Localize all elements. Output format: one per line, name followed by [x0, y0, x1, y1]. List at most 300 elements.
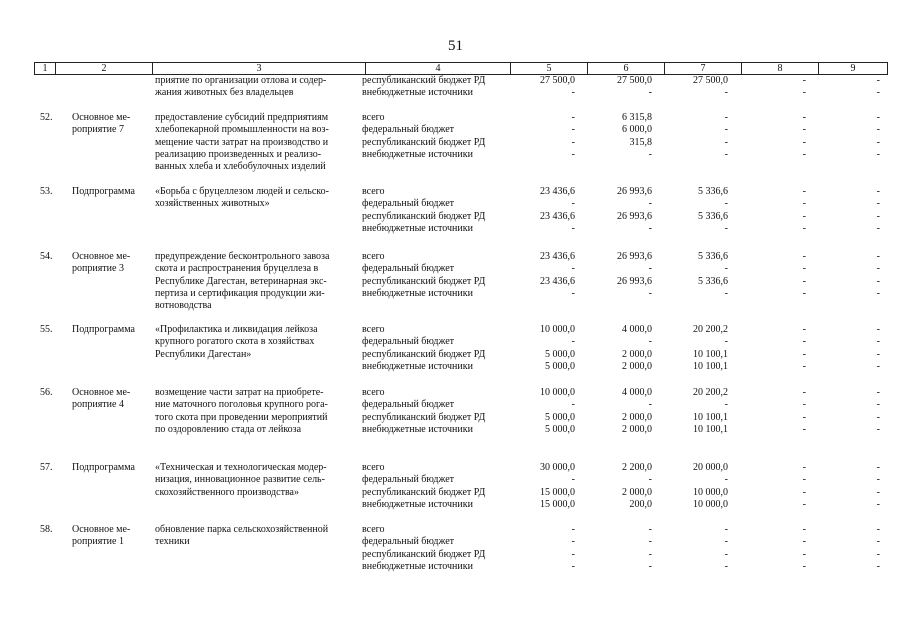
cell-line: всего	[362, 462, 385, 473]
cell-v6	[582, 462, 652, 511]
cell-line: -	[724, 560, 728, 572]
cell-line: Республики Дагестан»	[155, 348, 252, 360]
cell-v5	[505, 462, 575, 511]
cell-line: -	[802, 186, 806, 197]
cell-v9	[820, 387, 880, 436]
cell-line: -	[802, 548, 806, 560]
cell-desc	[155, 524, 355, 549]
cell-line: -	[724, 222, 728, 234]
cell-line: 5 336,6	[698, 275, 728, 287]
cell-line: обновление парка сельскохозяйственной	[155, 524, 329, 535]
cell-line: приятие по организации отлова и содер-	[155, 75, 327, 86]
cell-v7	[656, 524, 728, 573]
cell-line: всего	[362, 186, 385, 197]
cell-line: 315,8	[629, 136, 652, 148]
cell-line: 2 000,0	[622, 486, 652, 498]
cell-v5	[505, 324, 575, 373]
cell-line: роприятие 3	[72, 263, 124, 275]
cell-line: внебюджетные источники	[362, 87, 473, 99]
cell-line: -	[571, 148, 575, 160]
cell-line: -	[724, 399, 728, 411]
cell-v6	[582, 324, 652, 373]
cell-num	[40, 75, 62, 87]
cell-line: -	[802, 336, 806, 348]
cell-v6	[582, 186, 652, 235]
cell-line: федеральный бюджет	[362, 124, 455, 136]
cell-line: 10 000,0	[693, 498, 728, 510]
cell-num	[40, 524, 62, 536]
cell-line: -	[802, 87, 806, 99]
cell-line: -	[648, 474, 652, 486]
cell-line: -	[802, 348, 806, 360]
header-col-3: 3	[153, 63, 366, 74]
cell-line: -	[648, 198, 652, 210]
cell-desc	[155, 251, 355, 312]
cell-v9	[820, 524, 880, 573]
cell-line: -	[724, 536, 728, 548]
cell-line: республиканский бюджет РД	[362, 486, 486, 498]
cell-line: 5 000,0	[545, 348, 575, 360]
cell-line: 6 000,0	[622, 124, 652, 136]
cell-line: -	[648, 336, 652, 348]
cell-line: 4 000,0	[622, 324, 652, 335]
header-col-6: 6	[588, 63, 665, 74]
cell-src	[362, 75, 502, 100]
cell-line: -	[876, 75, 880, 86]
cell-v8	[740, 324, 806, 373]
cell-v9	[820, 112, 880, 161]
cell-v6	[582, 112, 652, 161]
cell-type	[72, 251, 150, 276]
cell-line: крупного рогатого скота в хозяйствах	[155, 336, 315, 348]
cell-line: -	[876, 536, 880, 548]
cell-line: -	[802, 360, 806, 372]
cell-line: 53.	[40, 186, 53, 197]
cell-num	[40, 112, 62, 124]
cell-line: жания животных без владельцев	[155, 87, 294, 99]
cell-line: -	[802, 387, 806, 398]
cell-line: -	[802, 124, 806, 136]
cell-line: вотноводства	[155, 300, 212, 312]
cell-line: 5 336,6	[698, 210, 728, 222]
cell-line: 58.	[40, 524, 53, 535]
cell-line: 20 200,2	[693, 387, 728, 398]
cell-line: 23 436,6	[540, 251, 575, 262]
cell-v7	[656, 75, 728, 100]
cell-v5	[505, 387, 575, 436]
cell-line: -	[876, 486, 880, 498]
cell-line: 27 500,0	[693, 75, 728, 86]
cell-line: -	[724, 336, 728, 348]
cell-line: предоставление субсидий предприятиям	[155, 112, 329, 123]
cell-line: скохозяйственного производства»	[155, 486, 299, 498]
cell-line: -	[571, 548, 575, 560]
cell-num	[40, 251, 62, 263]
cell-desc	[155, 387, 355, 436]
cell-line: 10 000,0	[693, 486, 728, 498]
cell-line: Подпрограмма	[72, 324, 135, 335]
cell-line: республиканский бюджет РД	[362, 75, 486, 86]
cell-line: Основное ме-	[72, 387, 131, 398]
cell-line: -	[876, 498, 880, 510]
cell-v9	[820, 462, 880, 511]
cell-line: -	[571, 124, 575, 136]
cell-line: возмещение части затрат на приобрете-	[155, 387, 324, 398]
cell-line: -	[571, 399, 575, 411]
cell-line: 23 436,6	[540, 275, 575, 287]
cell-desc	[155, 75, 355, 100]
cell-line: -	[802, 462, 806, 473]
cell-line: 5 000,0	[545, 411, 575, 423]
cell-line: -	[724, 112, 728, 123]
cell-line: 5 336,6	[698, 186, 728, 197]
cell-line: Основное ме-	[72, 112, 131, 123]
cell-v7	[656, 112, 728, 161]
cell-line: 57.	[40, 462, 53, 473]
cell-line: 26 993,6	[617, 186, 652, 197]
cell-line: хозяйственных животных»	[155, 198, 270, 210]
cell-line: того скота при проведении мероприятий	[155, 411, 328, 423]
cell-v7	[656, 387, 728, 436]
cell-line: -	[802, 474, 806, 486]
cell-line: республиканский бюджет РД	[362, 411, 486, 423]
cell-line: -	[648, 287, 652, 299]
cell-line: -	[724, 124, 728, 136]
cell-line: -	[876, 222, 880, 234]
cell-line: -	[571, 222, 575, 234]
cell-line: -	[724, 136, 728, 148]
cell-line: -	[648, 148, 652, 160]
page-number: 51	[448, 38, 463, 54]
cell-line: хлебопекарной промышленности на воз-	[155, 124, 329, 136]
cell-line: роприятие 4	[72, 399, 124, 411]
cell-line: -	[876, 548, 880, 560]
cell-line: ние маточного поголовья крупного рога-	[155, 399, 328, 411]
cell-line: 2 200,0	[622, 462, 652, 473]
cell-line: -	[648, 263, 652, 275]
cell-v6	[582, 251, 652, 300]
cell-line: -	[802, 486, 806, 498]
cell-line: всего	[362, 251, 385, 262]
header-col-8: 8	[742, 63, 819, 74]
cell-line: -	[571, 198, 575, 210]
cell-line: -	[724, 287, 728, 299]
cell-line: -	[648, 87, 652, 99]
cell-line: -	[802, 263, 806, 275]
cell-v7	[656, 462, 728, 511]
cell-line: -	[802, 498, 806, 510]
cell-line: -	[802, 524, 806, 535]
cell-desc	[155, 462, 355, 499]
cell-type	[72, 324, 150, 336]
cell-line: -	[648, 560, 652, 572]
cell-line: ванных хлеба и хлебобулочных изделий	[155, 161, 326, 173]
cell-line: -	[802, 75, 806, 86]
cell-type	[72, 524, 150, 549]
cell-line: 26 993,6	[617, 251, 652, 262]
cell-line: -	[802, 251, 806, 262]
cell-line: -	[571, 560, 575, 572]
cell-line: внебюджетные источники	[362, 360, 473, 372]
cell-line: -	[876, 186, 880, 197]
cell-v8	[740, 462, 806, 511]
cell-v8	[740, 75, 806, 100]
cell-line: -	[876, 287, 880, 299]
cell-line: -	[802, 198, 806, 210]
cell-line: 2 000,0	[622, 423, 652, 435]
cell-line: роприятие 7	[72, 124, 124, 136]
cell-line: -	[876, 462, 880, 473]
cell-line: 4 000,0	[622, 387, 652, 398]
header-col-4: 4	[366, 63, 511, 74]
cell-line: -	[571, 112, 575, 123]
cell-line: внебюджетные источники	[362, 222, 473, 234]
cell-line: 2 000,0	[622, 360, 652, 372]
cell-line: -	[724, 524, 728, 535]
cell-line: 26 993,6	[617, 210, 652, 222]
cell-v6	[582, 387, 652, 436]
cell-line: 5 000,0	[545, 360, 575, 372]
cell-line: -	[876, 399, 880, 411]
cell-line: «Борьба с бруцеллезом людей и сельско-	[155, 186, 329, 197]
cell-line: -	[876, 560, 880, 572]
cell-v9	[820, 186, 880, 235]
cell-line: федеральный бюджет	[362, 474, 455, 486]
cell-line: -	[571, 136, 575, 148]
cell-line: -	[802, 287, 806, 299]
cell-line: 10 100,1	[693, 411, 728, 423]
cell-line: 5 000,0	[545, 423, 575, 435]
cell-line: реализацию произведенных и реализо-	[155, 148, 322, 160]
cell-line: -	[876, 148, 880, 160]
cell-v5	[505, 186, 575, 235]
cell-line: 54.	[40, 251, 53, 262]
cell-line: Подпрограмма	[72, 462, 135, 473]
cell-v8	[740, 387, 806, 436]
cell-line: -	[876, 198, 880, 210]
cell-line: «Профилактика и ликвидация лейкоза	[155, 324, 318, 335]
cell-line: -	[724, 548, 728, 560]
cell-line: -	[724, 87, 728, 99]
cell-src	[362, 462, 502, 511]
cell-line: республиканский бюджет РД	[362, 275, 486, 287]
cell-line: -	[876, 360, 880, 372]
cell-line: предупреждение бесконтрольного завоза	[155, 251, 330, 262]
cell-line: -	[802, 136, 806, 148]
cell-line: республиканский бюджет РД	[362, 348, 486, 360]
cell-line: всего	[362, 524, 385, 535]
cell-line: -	[802, 222, 806, 234]
cell-line: -	[648, 399, 652, 411]
cell-line: 23 436,6	[540, 210, 575, 222]
header-col-7: 7	[665, 63, 742, 74]
cell-v7	[656, 186, 728, 235]
cell-line: техники	[155, 536, 190, 548]
cell-type	[72, 462, 150, 474]
cell-v9	[820, 75, 880, 100]
cell-line: 52.	[40, 112, 53, 123]
cell-line: внебюджетные источники	[362, 560, 473, 572]
cell-line: -	[876, 474, 880, 486]
cell-src	[362, 524, 502, 573]
cell-line: -	[876, 124, 880, 136]
cell-v9	[820, 324, 880, 373]
cell-line: -	[876, 336, 880, 348]
cell-line: 27 500,0	[540, 75, 575, 86]
cell-line: 10 100,1	[693, 348, 728, 360]
cell-line: скота и распространения бруцеллеза в	[155, 263, 319, 275]
cell-line: -	[802, 275, 806, 287]
cell-line: Основное ме-	[72, 524, 131, 535]
cell-src	[362, 324, 502, 373]
cell-line: 5 336,6	[698, 251, 728, 262]
table-header	[34, 62, 888, 75]
cell-line: -	[724, 148, 728, 160]
cell-line: внебюджетные источники	[362, 148, 473, 160]
cell-line: -	[802, 411, 806, 423]
cell-line: 26 993,6	[617, 275, 652, 287]
cell-line: -	[802, 536, 806, 548]
cell-num	[40, 387, 62, 399]
cell-desc	[155, 324, 355, 361]
cell-line: республиканский бюджет РД	[362, 210, 486, 222]
cell-line: -	[648, 222, 652, 234]
cell-line: -	[876, 210, 880, 222]
cell-line: всего	[362, 112, 385, 123]
cell-line: федеральный бюджет	[362, 198, 455, 210]
cell-line: всего	[362, 324, 385, 335]
cell-line: федеральный бюджет	[362, 399, 455, 411]
cell-v8	[740, 251, 806, 300]
cell-line: -	[876, 348, 880, 360]
cell-line: -	[876, 387, 880, 398]
cell-line: -	[876, 524, 880, 535]
cell-desc	[155, 186, 355, 211]
cell-line: 10 000,0	[540, 387, 575, 398]
cell-type	[72, 186, 150, 198]
cell-v8	[740, 112, 806, 161]
cell-num	[40, 186, 62, 198]
cell-v8	[740, 524, 806, 573]
cell-v5	[505, 75, 575, 100]
cell-line: мещение части затрат на производство и	[155, 136, 329, 148]
cell-line: -	[571, 474, 575, 486]
cell-line: 10 000,0	[540, 324, 575, 335]
cell-line: -	[802, 423, 806, 435]
cell-line: 6 315,8	[622, 112, 652, 123]
cell-line: республиканский бюджет РД	[362, 548, 486, 560]
cell-line: 15 000,0	[540, 486, 575, 498]
cell-line: федеральный бюджет	[362, 263, 455, 275]
cell-line: -	[802, 148, 806, 160]
cell-line: -	[876, 136, 880, 148]
cell-line: 20 200,2	[693, 324, 728, 335]
cell-line: -	[876, 411, 880, 423]
cell-line: -	[571, 336, 575, 348]
cell-line: пертиза и сертификация продукции жи-	[155, 287, 325, 299]
cell-v5	[505, 112, 575, 161]
header-col-1: 1	[35, 63, 56, 74]
cell-v5	[505, 524, 575, 573]
cell-line: -	[648, 536, 652, 548]
cell-v6	[582, 75, 652, 100]
cell-v8	[740, 186, 806, 235]
cell-line: -	[724, 263, 728, 275]
cell-line: 56.	[40, 387, 53, 398]
cell-line: -	[571, 524, 575, 535]
header-col-2: 2	[56, 63, 153, 74]
header-col-5: 5	[511, 63, 588, 74]
cell-line: -	[802, 112, 806, 123]
cell-type	[72, 387, 150, 412]
cell-line: -	[571, 263, 575, 275]
cell-line: федеральный бюджет	[362, 536, 455, 548]
cell-line: -	[724, 474, 728, 486]
cell-line: 2 000,0	[622, 411, 652, 423]
cell-line: -	[876, 87, 880, 99]
cell-desc	[155, 112, 355, 173]
cell-line: Республике Дагестан, ветеринарная экс-	[155, 275, 327, 287]
cell-line: Основное ме-	[72, 251, 131, 262]
cell-line: Подпрограмма	[72, 186, 135, 197]
cell-line: -	[876, 263, 880, 275]
cell-line: 55.	[40, 324, 53, 335]
cell-src	[362, 186, 502, 235]
cell-v6	[582, 524, 652, 573]
cell-src	[362, 251, 502, 300]
cell-line: -	[802, 324, 806, 335]
cell-line: республиканский бюджет РД	[362, 136, 486, 148]
cell-line: -	[802, 560, 806, 572]
cell-line: внебюджетные источники	[362, 423, 473, 435]
cell-num	[40, 462, 62, 474]
cell-line: -	[876, 324, 880, 335]
cell-line: -	[876, 423, 880, 435]
cell-src	[362, 387, 502, 436]
cell-line: роприятие 1	[72, 536, 124, 548]
cell-src	[362, 112, 502, 161]
cell-line: 10 100,1	[693, 360, 728, 372]
cell-line: внебюджетные источники	[362, 498, 473, 510]
cell-line: -	[876, 251, 880, 262]
cell-line: -	[724, 198, 728, 210]
cell-line: -	[876, 275, 880, 287]
cell-num	[40, 324, 62, 336]
cell-line: 23 436,6	[540, 186, 575, 197]
cell-line: -	[802, 399, 806, 411]
cell-line: внебюджетные источники	[362, 287, 473, 299]
cell-line: 20 000,0	[693, 462, 728, 473]
cell-line: 200,0	[629, 498, 652, 510]
cell-line: 27 500,0	[617, 75, 652, 86]
cell-v5	[505, 251, 575, 300]
cell-line: -	[648, 524, 652, 535]
cell-v9	[820, 251, 880, 300]
cell-line: «Техническая и технологическая модер-	[155, 462, 327, 473]
cell-line: -	[571, 287, 575, 299]
cell-line: -	[571, 536, 575, 548]
cell-line	[40, 75, 62, 87]
cell-line: 15 000,0	[540, 498, 575, 510]
cell-v7	[656, 251, 728, 300]
cell-line: низация, инновационное развитие сель-	[155, 474, 325, 486]
cell-line: -	[802, 210, 806, 222]
cell-line: 30 000,0	[540, 462, 575, 473]
cell-line: всего	[362, 387, 385, 398]
cell-line: 10 100,1	[693, 423, 728, 435]
cell-line: -	[876, 112, 880, 123]
cell-line: федеральный бюджет	[362, 336, 455, 348]
